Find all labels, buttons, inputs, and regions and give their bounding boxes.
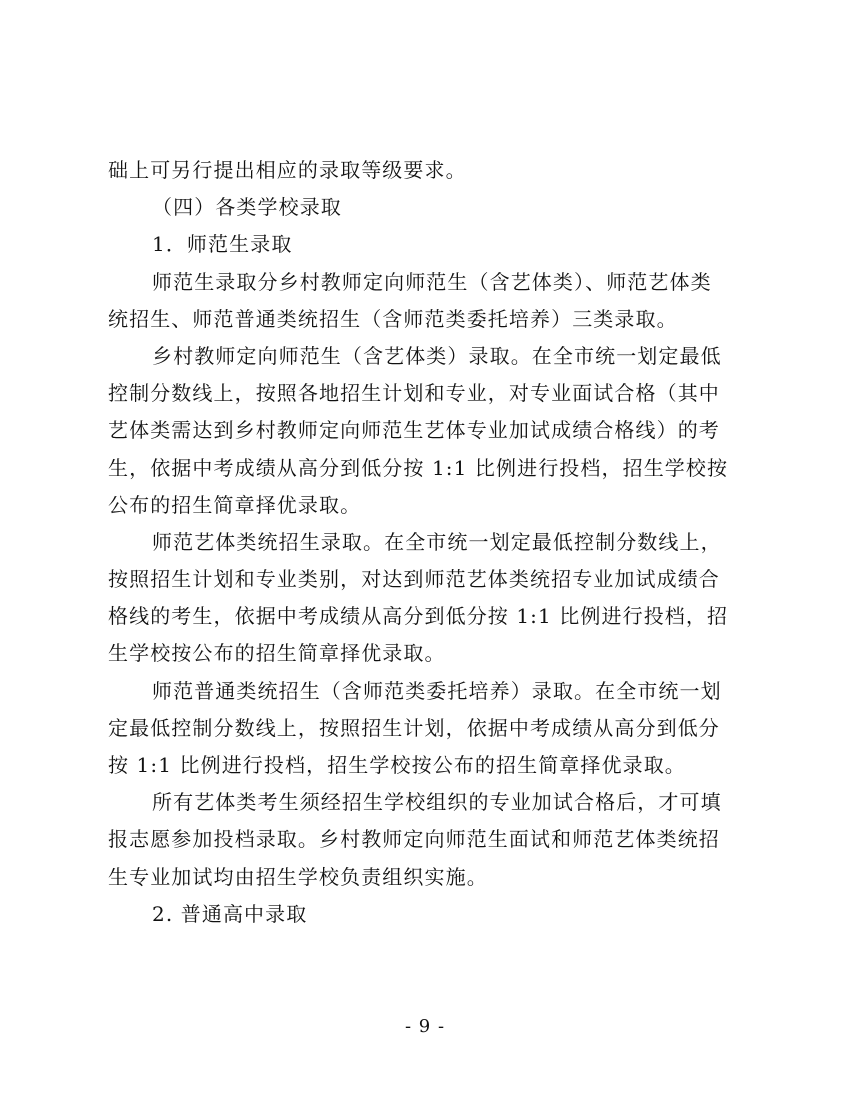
paragraph-line: 师范生录取分乡村教师定向师范生（含艺体类）、师范艺体类 bbox=[152, 269, 712, 294]
section-heading: （四）各类学校录取 bbox=[152, 195, 342, 220]
paragraph-line: 统招生、师范普通类统招生（含师范类委托培养）三类录取。 bbox=[108, 306, 678, 331]
paragraph-line: 公布的招生简章择优录取。 bbox=[108, 492, 362, 517]
paragraph-line: 格线的考生，依据中考成绩从高分到低分按 1:1 比例进行投档，招 bbox=[108, 604, 729, 629]
paragraph-line: 所有艺体类考生须经招生学校组织的专业加试合格后，才可填 bbox=[152, 790, 722, 815]
subsection-heading: 2. 普通高中录取 bbox=[152, 901, 308, 926]
subsection-heading: 1．师范生录取 bbox=[152, 232, 293, 257]
paragraph-line: 生，依据中考成绩从高分到低分按 1:1 比例进行投档，招生学校按 bbox=[108, 455, 729, 480]
paragraph-line: 生专业加试均由招生学校负责组织实施。 bbox=[108, 864, 488, 889]
paragraph-continuation-line: 础上可另行提出相应的录取等级要求。 bbox=[108, 158, 467, 182]
paragraph-line: 师范艺体类统招生录取。在全市统一划定最低控制分数线上， bbox=[152, 529, 722, 554]
paragraph-line: 按照招生计划和专业类别，对达到师范艺体类统招专业加试成绩合 bbox=[108, 567, 720, 592]
paragraph-line: 艺体类需达到乡村教师定向师范生艺体专业加试成绩合格线）的考 bbox=[108, 418, 720, 443]
paragraph-line: 定最低控制分数线上，按照招生计划，依据中考成绩从高分到低分 bbox=[108, 715, 720, 740]
paragraph-line: 控制分数线上，按照各地招生计划和专业，对专业面试合格（其中 bbox=[108, 381, 720, 406]
paragraph-line: 报志愿参加投档录取。乡村教师定向师范生面试和师范艺体类统招 bbox=[108, 827, 720, 852]
paragraph-line: 乡村教师定向师范生（含艺体类）录取。在全市统一划定最低 bbox=[152, 343, 722, 368]
paragraph-line: 师范普通类统招生（含师范类委托培养）录取。在全市统一划 bbox=[152, 678, 722, 703]
paragraph-line: 生学校按公布的招生简章择优录取。 bbox=[108, 641, 446, 666]
body-text bbox=[108, 152, 748, 933]
paragraph-line: 按 1:1 比例进行投档，招生学校按公布的招生简章择优录取。 bbox=[108, 753, 686, 777]
page-number: - 9 - bbox=[404, 1016, 446, 1037]
